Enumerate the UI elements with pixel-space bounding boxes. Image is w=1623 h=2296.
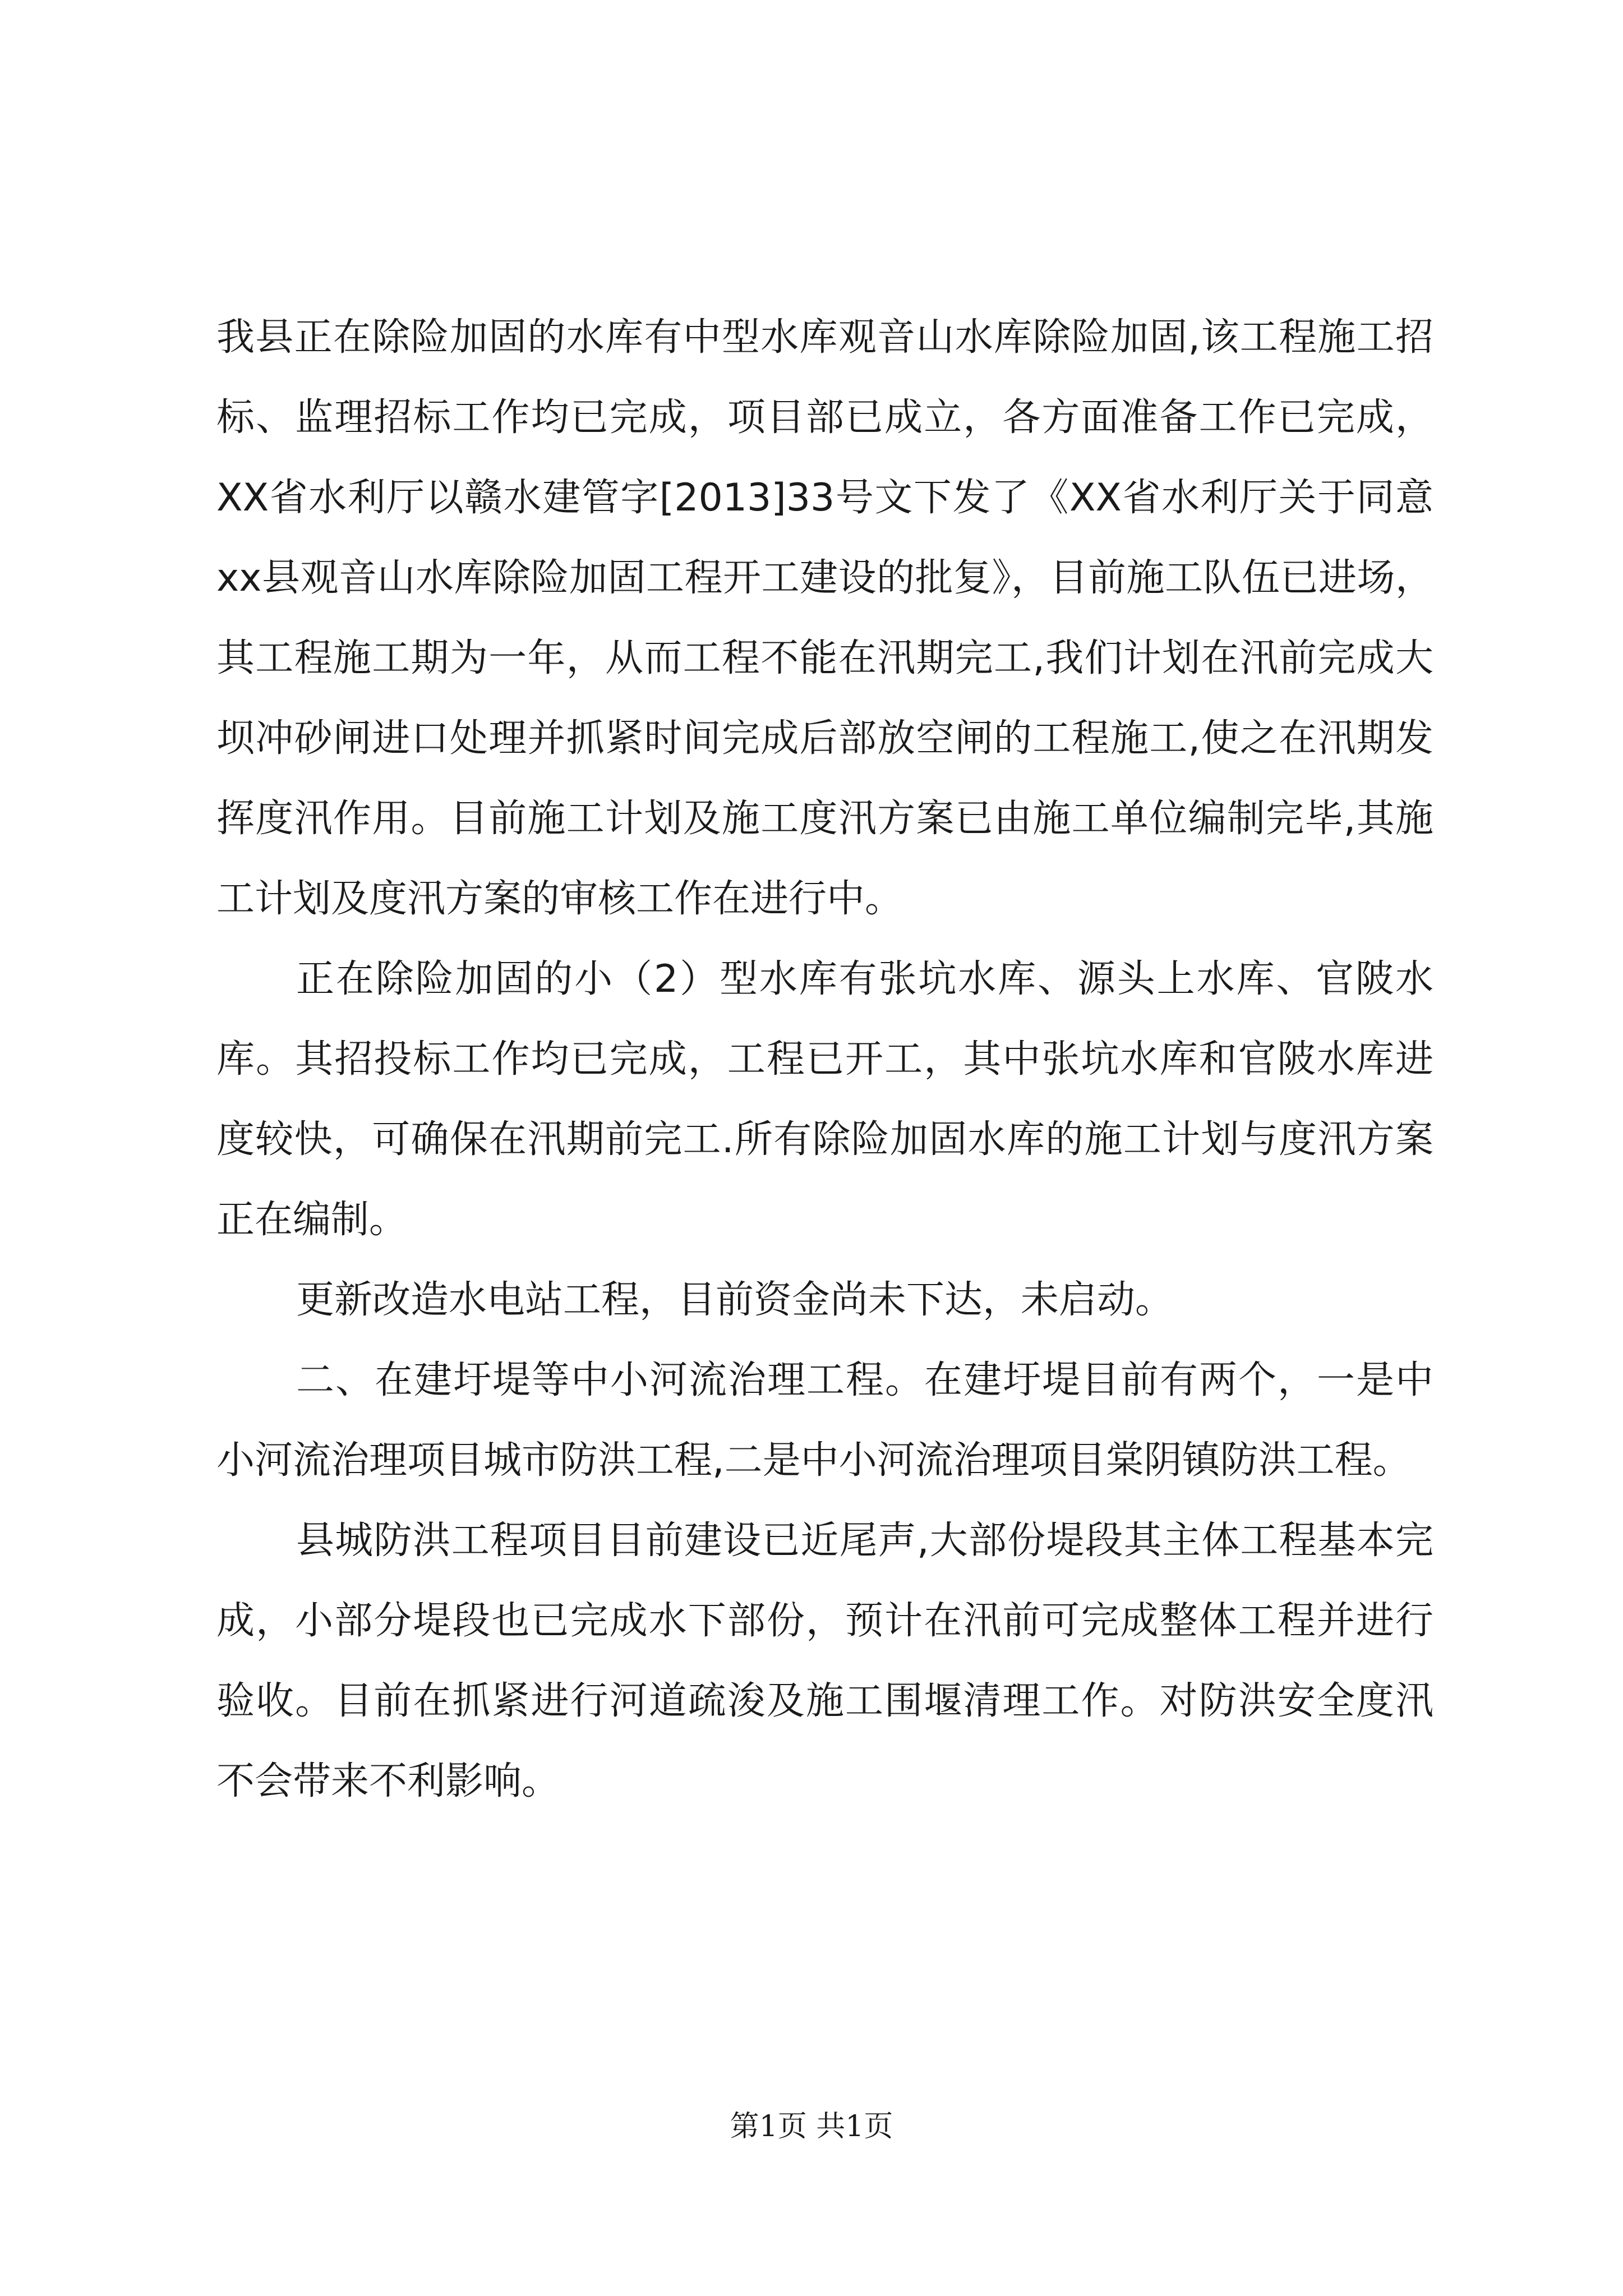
- paragraph-small-reservoirs: 正在除险加固的小（2）型水库有张坑水库、源头上水库、官陂水库。其招投标工作均已完成，工程已开工，其中张坑水库和官陂水库进度较快，可确保在汛期前完工.所有除险加固水库的施工计划与度汛方案正在编制。: [216, 957, 1433, 1242]
- paragraph-county-flood-control: 县城防洪工程项目目前建设已近尾声,大部份堤段其主体工程基本完成，小部分堤段也已完成水下部份，预计在汛前可完成整体工程并进行验收。目前在抓紧进行河道疏浚及施工围堰清理工作。对防洪安全度汛不会带来不利影响。: [216, 1519, 1433, 1803]
- paragraph-reservoir-reinforcement: 我县正在除险加固的水库有中型水库观音山水库除险加固,该工程施工招标、监理招标工作均已完成，项目部已成立，各方面准备工作已完成，XX省水利厅以赣水建管字[2013]33号文下发了《XX省水利厅关于同意xx县观音山水库除险加固工程开工建设的批复》，目前施工队伍已进场，其工程施工期为一年，从而工程不能在汛期完工,我们计划在汛前完成大坝冲砂闸进口处理并抓紧时间完成后部放空闸的工程施工,使之在汛期发挥度汛作用。目前施工计划及施工度汛方案已由施工单位编制完毕,其施工计划及度汛方案的审核工作在进行中。: [216, 315, 1433, 921]
- document-body: [216, 297, 1433, 1821]
- page-footer: 第1页 共1页: [730, 2110, 893, 2143]
- paragraph-levee-projects: 二、在建圩堤等中小河流治理工程。在建圩堤目前有两个，一是中小河流治理项目城市防洪工程,二是中小河流治理项目棠阴镇防洪工程。: [216, 1358, 1433, 1483]
- paragraph-hydropower-renovation: 更新改造水电站工程，目前资金尚未下达，未启动。: [296, 1278, 1174, 1322]
